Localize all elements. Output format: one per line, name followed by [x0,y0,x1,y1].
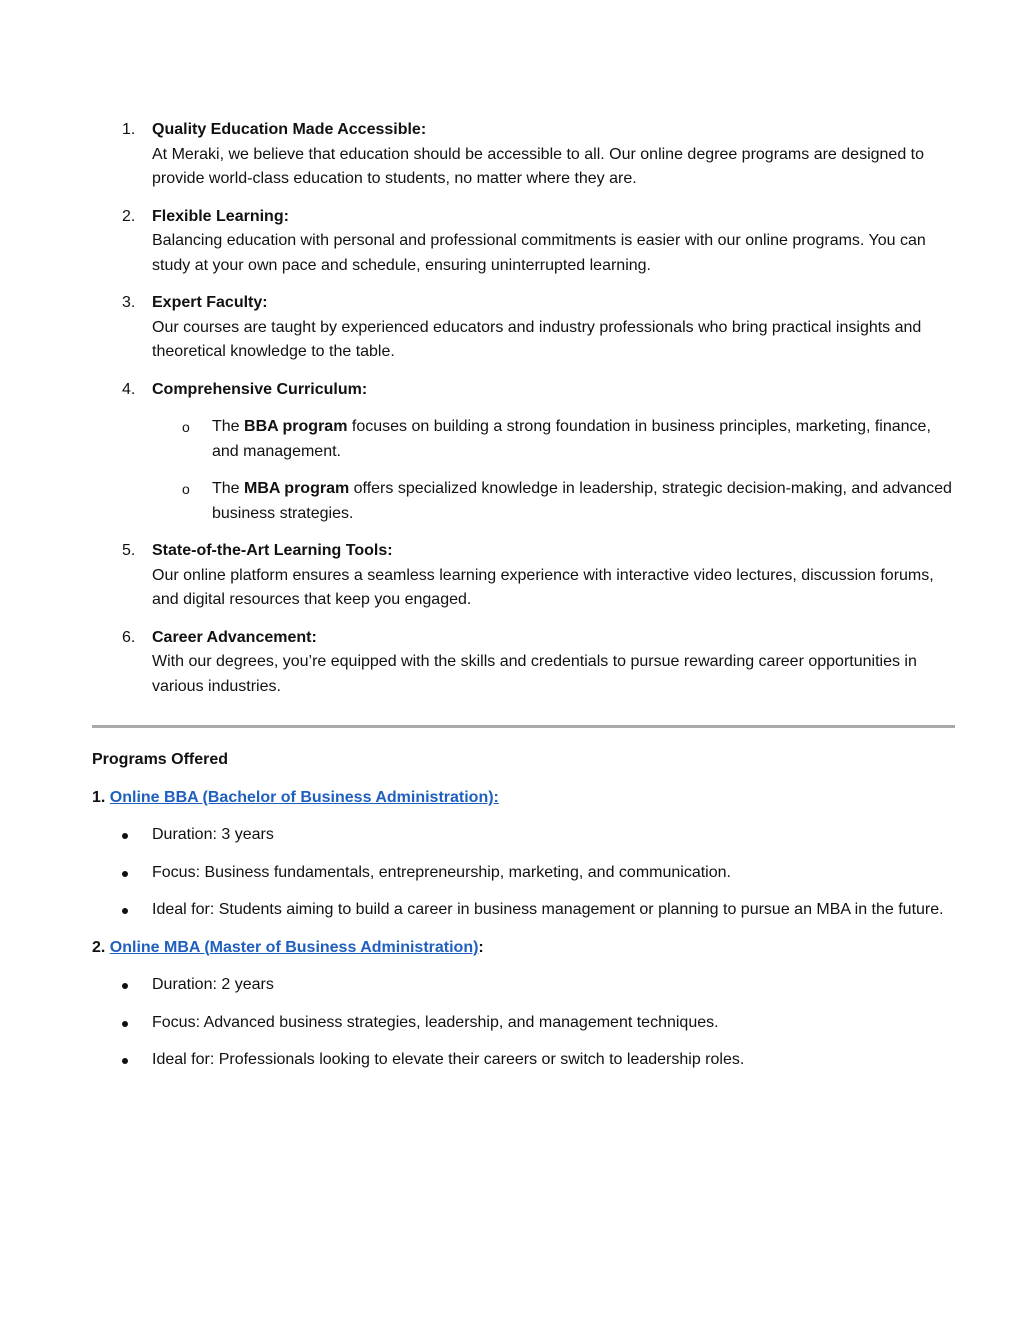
mba-details-list [92,973,960,1073]
programs-heading: Programs Offered [92,751,229,768]
bullet-dot-icon [122,908,128,914]
detail-text: Ideal for: Professionals looking to elevate their careers or switch to leadership roles. [152,1051,745,1068]
program-title-mba [92,936,960,961]
feature-item-1 [92,118,960,192]
program-name-bold: MBA program [244,480,350,497]
programs-section [92,748,960,1086]
bullet-dot-icon [122,871,128,877]
circle-bullet-icon: o [182,481,190,497]
list-item [92,823,960,848]
list-number: 1. [122,121,136,138]
sub-item-text: offers specialized knowledge in leadership, strategic decision-making, and advanced business strategies. [212,480,952,522]
sub-list-item-mba [152,477,960,526]
list-number: 4. [122,380,136,398]
feature-item-4 [92,378,960,527]
list-item [92,973,960,998]
features-list [92,118,960,712]
feature-item-3 [92,291,960,365]
curriculum-sub-list [152,415,960,526]
sub-list-item-bba [152,415,960,464]
circle-bullet-icon: o [182,419,190,435]
feature-title: Expert Faculty: [152,294,268,311]
detail-text: Duration: 2 years [152,976,274,993]
list-item [92,861,960,886]
detail-text: Ideal for: Students aiming to build a career in business management or planning to pursue an MBA in the future. [152,901,944,918]
feature-item-5 [92,539,960,613]
detail-text: Focus: Advanced business strategies, leadership, and management techniques. [152,1013,719,1031]
bullet-dot-icon [122,1058,128,1064]
list-number: 3. [122,294,136,311]
bba-program-link[interactable]: Online BBA (Bachelor of Business Administration): [109,788,499,806]
feature-title: Comprehensive Curriculum: [152,380,368,398]
detail-text: Focus: Business fundamentals, entrepreneurship, marketing, and communication. [152,863,731,881]
sub-item-prefix: The [212,418,245,435]
feature-description: Balancing education with personal and professional commitments is easier with our online programs. You can study at your own pace and schedule, ensuring uninterrupted learning. [152,232,926,274]
bullet-dot-icon [122,833,128,839]
bullet-dot-icon [122,983,128,989]
detail-text: Duration: 3 years [152,826,274,843]
list-number: 6. [122,628,136,646]
program-suffix: : [478,938,484,956]
section-divider [92,725,955,728]
bullet-dot-icon [122,1021,128,1027]
program-name-bold: BBA program [244,418,348,435]
feature-item-6 [92,626,960,700]
feature-description: Our online platform ensures a seamless learning experience with interactive video lectures, discussion forums, and digital resources that keep you engaged. [152,566,934,608]
mba-program-link[interactable]: Online MBA (Master of Business Administration) [109,938,479,956]
sub-item-text: focuses on building a strong foundation in business principles, marketing, finance, and management. [212,418,931,460]
bba-details-list [92,823,960,923]
sub-item-prefix: The [212,480,245,497]
feature-title: State-of-the-Art Learning Tools: [152,542,393,559]
feature-title: Career Advancement: [152,628,317,646]
feature-title: Flexible Learning: [152,207,289,225]
list-item [92,898,960,923]
program-number: 1. [92,788,110,806]
list-number: 5. [122,542,136,559]
feature-description: At Meraki, we believe that education should be accessible to all. Our online degree programs are designed to provide world-class education to students, no matter where they are. [152,145,925,187]
list-item [92,1048,960,1073]
program-title-bba [92,786,960,811]
list-item [92,1011,960,1036]
program-number: 2. [92,938,110,956]
list-number: 2. [122,207,136,225]
feature-title: Quality Education Made Accessible: [152,121,427,138]
feature-item-2 [92,205,960,279]
feature-description: Our courses are taught by experienced educators and industry professionals who bring practical insights and theoretical knowledge to the table. [152,318,922,360]
feature-description: With our degrees, you’re equipped with the skills and credentials to pursue rewarding career opportunities in various industries. [152,653,917,695]
